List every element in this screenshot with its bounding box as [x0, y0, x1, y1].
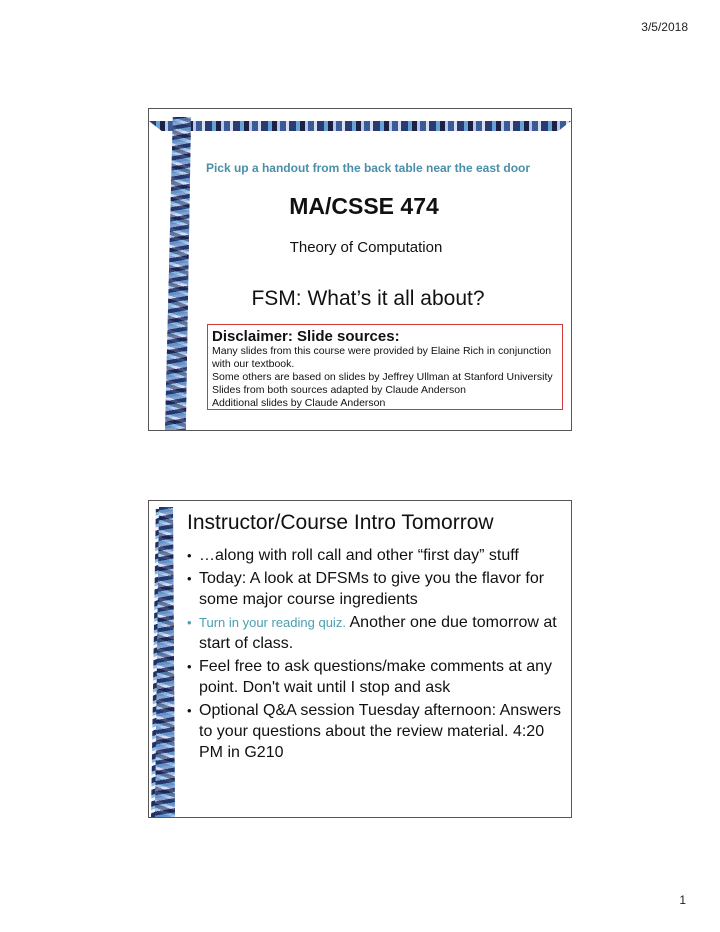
- slide-1: [148, 108, 572, 431]
- disclaimer-line: with our textbook.: [212, 358, 295, 370]
- bullet-item: [187, 568, 567, 610]
- bullet-dot: •: [187, 571, 192, 586]
- disclaimer-title: Disclaimer: Slide sources:: [212, 328, 400, 345]
- disclaimer-line: Many slides from this course were provided by Elaine Rich in conjunction: [212, 345, 552, 357]
- handout-notice: Pick up a handout from the back table near the east door: [205, 161, 531, 175]
- page-number: 1: [679, 893, 686, 907]
- bullet-item: [187, 656, 567, 698]
- slide-2: [148, 500, 572, 818]
- disclaimer-line: Slides from both sources adapted by Claude Anderson: [212, 384, 466, 396]
- bullet-dot: •: [187, 548, 192, 563]
- bullet-dot: •: [187, 615, 192, 630]
- bullet-dot: •: [187, 659, 192, 674]
- bullet-dot: •: [187, 703, 192, 718]
- bullet-text: Today: A look at DFSMs to give you the flavor for some major course ingredients: [199, 570, 545, 608]
- bullet-item: [187, 700, 567, 763]
- page-date: 3/5/2018: [641, 20, 688, 34]
- bullet-list: [187, 545, 567, 765]
- decorative-top-strip: [149, 121, 571, 131]
- bullet-item: [187, 612, 567, 654]
- bullet-highlight-text: Turn in your reading quiz.: [199, 615, 346, 630]
- slide-heading: FSM: What’s it all about?: [251, 287, 485, 310]
- bullet-text: Feel free to ask questions/make comments at any point. Don't wait until I stop and ask: [199, 658, 553, 696]
- bullet-text: …along with roll call and other “first day” stuff: [199, 547, 519, 564]
- slide-title: Instructor/Course Intro Tomorrow: [187, 511, 494, 534]
- disclaimer-box: [207, 324, 563, 410]
- course-title: MA/CSSE 474: [289, 193, 439, 219]
- disclaimer-line: Additional slides by Claude Anderson: [212, 397, 386, 409]
- course-subtitle: Theory of Computation: [289, 239, 443, 256]
- bullet-text: Optional Q&A session Tuesday afternoon: Answers to your questions about the review material. 4:20 PM in G210: [199, 702, 561, 761]
- bullet-text: Another one due tomorrow at start of class.: [199, 614, 557, 652]
- bullet-item: [187, 545, 567, 566]
- disclaimer-line: Some others are based on slides by Jeffrey Ullman at Stanford University: [212, 371, 553, 383]
